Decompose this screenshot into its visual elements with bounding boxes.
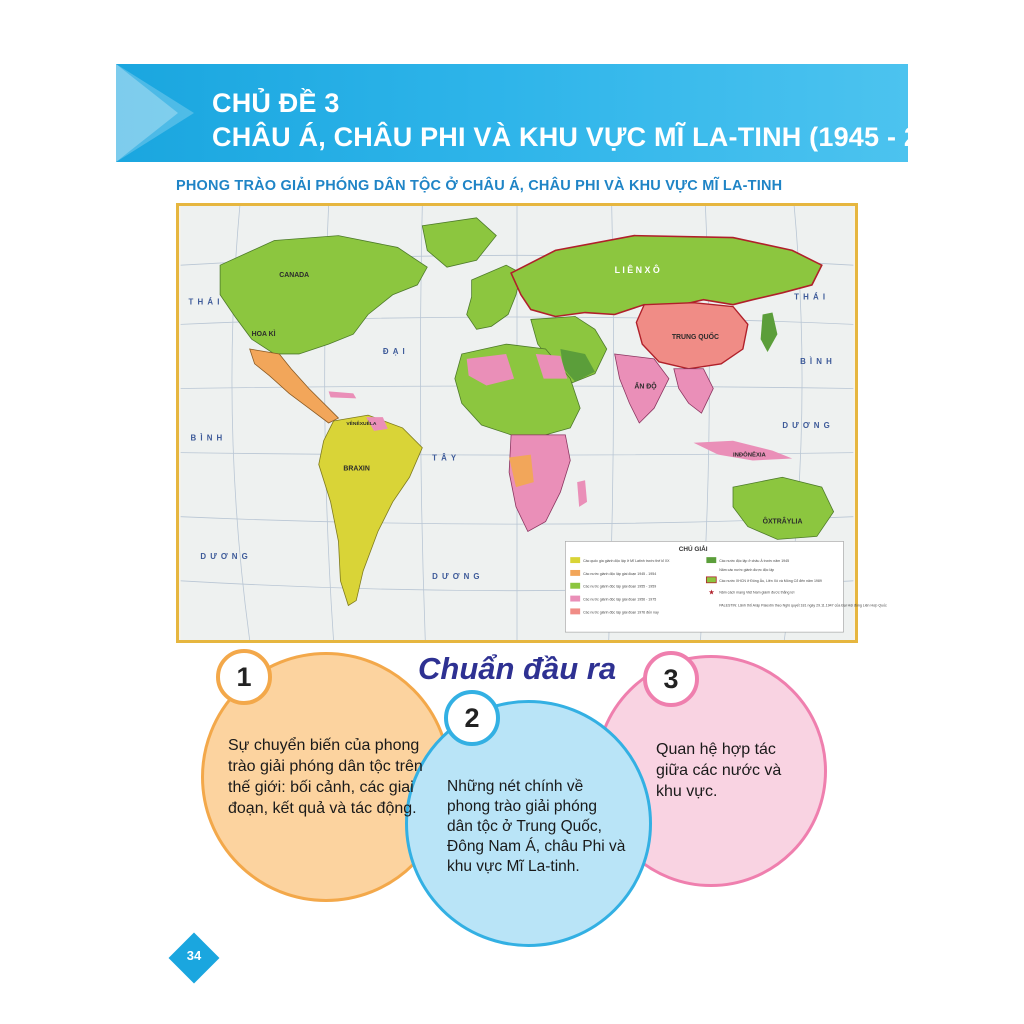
label-venezuela: VÊNÊXUÊLA xyxy=(346,421,377,427)
label-ocean-thai-right: T H Á I xyxy=(794,292,827,302)
label-ocean-thai-left: T H Á I xyxy=(188,297,221,307)
label-ocean-binh-left: B Ì N H xyxy=(190,433,224,443)
legend-item-7: Năm các nước giành được độc lập xyxy=(719,567,775,572)
label-australia: ÔXTRÂYLIA xyxy=(762,518,803,526)
outcome-number-1: 1 xyxy=(216,649,272,705)
world-map xyxy=(176,203,887,643)
topic-title: CHÂU Á, CHÂU PHI VÀ KHU VỰC MĨ LA-TINH (1945 - 2000) xyxy=(212,122,974,152)
legend-item-8: Các nước XHCN ở Đông Âu, Liên Xô và Mông Cổ đến năm 1989 xyxy=(719,578,822,583)
outcome-text-3: Quan hệ hợp tác giữa các nước và khu vực. xyxy=(656,741,782,800)
label-brazil: BRAXIN xyxy=(343,465,370,473)
label-ocean-binh-right: B Ì N H xyxy=(800,356,833,366)
legend-item-9: Năm cách mạng Việt Nam giành được thắng lợi xyxy=(719,590,795,595)
map-legend xyxy=(565,541,887,632)
outcome-number-3: 3 xyxy=(643,651,699,707)
label-ocean-tay: T Â Y xyxy=(432,453,458,463)
map-title: PHONG TRÀO GIẢI PHÓNG DÂN TỘC Ở CHÂU Á, CHÂU PHI VÀ KHU VỰC MĨ LA-TINH xyxy=(176,178,783,194)
legend-item-3: Các nước giành độc lập giai đoạn 1955 - 1959 xyxy=(583,584,657,589)
label-india: ẤN ĐỘ xyxy=(634,383,657,391)
legend-title: CHÚ GIẢI xyxy=(678,546,708,554)
legend-item-2: Các nước giành độc lập giai đoạn 1945 - 1954 xyxy=(583,571,657,576)
legend-item-10: PALESTIN: Lãnh thổ Arập Palextin theo Nghị quyết 181 ngày 29.11.1947 của Đại Hội đồng Liên Hợp Quốc xyxy=(719,603,887,608)
label-ussr: L I Ê N X Ô xyxy=(614,265,660,276)
page-number: 34 xyxy=(186,948,202,963)
label-china: TRUNG QUỐC xyxy=(671,334,719,342)
topic-number: CHỦ ĐỀ 3 xyxy=(212,88,340,118)
label-canada: CANADA xyxy=(279,272,310,280)
topic-banner xyxy=(116,64,974,162)
legend-item-6: Các nước độc lập ở châu Á trước năm 1945 xyxy=(719,559,790,564)
svg-text:★: ★ xyxy=(708,589,715,597)
label-ocean-duong-left: D Ư Ơ N G xyxy=(200,552,249,562)
legend-item-1: Các quốc gia giành độc lập ở Mĩ Latinh trước thế kỉ XX xyxy=(583,559,670,564)
legend-item-5: Các nước giành độc lập giai đoạn 1976 đến nay xyxy=(583,610,659,615)
label-indonesia: INĐÔNÊXIA xyxy=(733,452,766,459)
world-map-svg xyxy=(179,206,887,640)
label-ocean-duong-mid: D Ư Ơ N G xyxy=(432,571,481,581)
outcome-text-1: Sự chuyển biến của phong trào giải phóng dân tộc trên thế giới: bối cảnh, các giai đoạn, kết quả và tác động. xyxy=(228,737,423,817)
label-ocean-duong-right: D Ư Ơ N G xyxy=(782,420,831,430)
label-ocean-dai: Đ Ạ I xyxy=(382,346,406,356)
outcomes-heading: Chuẩn đầu ra xyxy=(418,651,617,686)
banner-chevron-inner xyxy=(116,64,178,162)
outcome-text-2: Những nét chính về phong trào giải phóng dân tộc ở Trung Quốc, Đông Nam Á, châu Phi và khu vực Mĩ La-tinh. xyxy=(447,778,626,875)
outcome-number-2: 2 xyxy=(444,690,500,746)
legend-item-4: Các nước giành độc lập giai đoạn 1956 - 1975 xyxy=(583,597,657,602)
label-usa: HOA KÌ xyxy=(251,331,276,339)
